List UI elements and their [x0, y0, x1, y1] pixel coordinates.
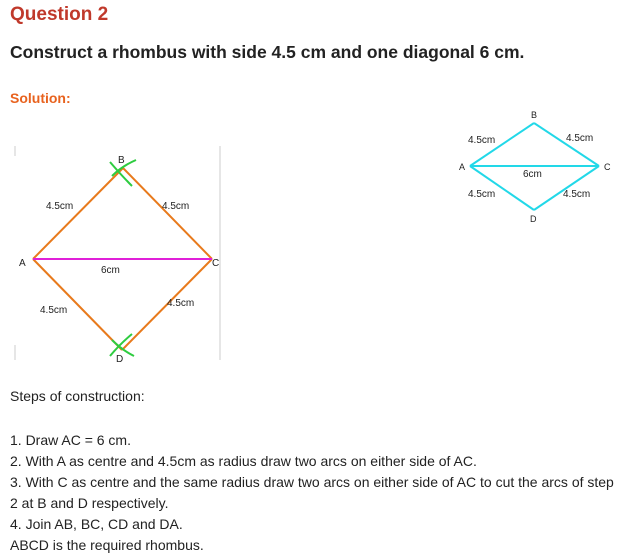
- label-ab: 4.5cm: [46, 201, 74, 212]
- small-label-bc: 4.5cm: [566, 133, 594, 144]
- small-vertex-c-label: C: [604, 162, 611, 172]
- step-item: 2. With A as centre and 4.5cm as radius draw two arcs on either side of AC.: [10, 453, 477, 469]
- step-item: 4. Join AB, BC, CD and DA.: [10, 516, 183, 532]
- small-vertex-d-label: D: [530, 214, 537, 224]
- small-side-bc: [534, 123, 599, 166]
- small-vertex-a-label: A: [459, 162, 466, 172]
- vertex-d-label: D: [116, 354, 124, 365]
- small-label-diagonal: 6cm: [523, 169, 542, 180]
- small-vertex-b-label: B: [531, 110, 538, 120]
- label-da: 4.5cm: [40, 305, 68, 316]
- small-label-cd: 4.5cm: [563, 189, 591, 200]
- label-bc: 4.5cm: [162, 201, 190, 212]
- step-item: 2 at B and D respectively.: [10, 495, 169, 511]
- step-item: 3. With C as centre and the same radius draw two arcs on either side of AC to cut the arcs of step: [10, 474, 614, 490]
- label-cd: 4.5cm: [167, 298, 195, 309]
- steps-heading: Steps of construction:: [10, 388, 145, 404]
- vertex-c-label: C: [212, 258, 220, 269]
- step-item: ABCD is the required rhombus.: [10, 537, 204, 553]
- question-text: Construct a rhombus with side 4.5 cm and one diagonal 6 cm.: [10, 42, 525, 62]
- small-side-cd: [534, 166, 599, 210]
- small-label-da: 4.5cm: [468, 189, 496, 200]
- solution-label: Solution:: [10, 90, 71, 106]
- question-title: Question 2: [10, 4, 109, 25]
- small-label-ab: 4.5cm: [468, 135, 496, 146]
- steps-list: [10, 430, 622, 556]
- label-diagonal: 6cm: [101, 265, 120, 276]
- step-item: 1. Draw AC = 6 cm.: [10, 432, 131, 448]
- vertex-a-label: A: [19, 258, 26, 269]
- vertex-b-label: B: [118, 155, 125, 166]
